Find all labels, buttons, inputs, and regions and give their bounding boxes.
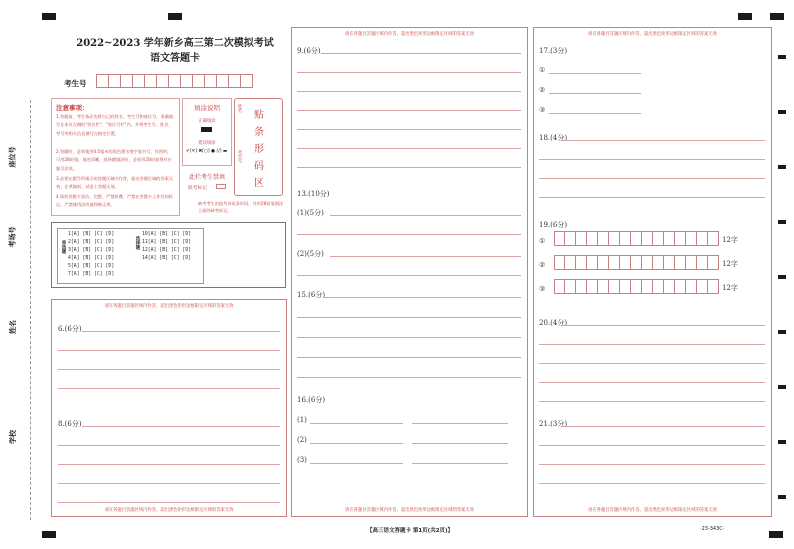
answer-line[interactable]: [297, 317, 521, 318]
exam-number-boxes[interactable]: [96, 74, 253, 88]
answer-line[interactable]: [321, 53, 521, 54]
question-8-label: 8.(6分): [58, 420, 82, 428]
char-count-label: 12字: [722, 236, 738, 244]
answer-line[interactable]: [330, 256, 521, 257]
registration-mark: [778, 110, 786, 114]
paper-code: ·23-343C·: [700, 526, 725, 532]
barcode-char-1: 贴: [254, 110, 264, 121]
absent-mark-label: 缺考标记: [188, 186, 208, 191]
question-18-label: 18.(4分): [539, 134, 568, 142]
registration-mark: [778, 330, 786, 334]
right-group-label: 选择题: [135, 236, 140, 250]
answer-line[interactable]: [297, 167, 521, 168]
question-19-1-label: ①: [539, 237, 546, 245]
answer-line[interactable]: [58, 388, 280, 389]
question-13-label: 13.(10分): [297, 190, 330, 198]
barcode-name-label: 姓名: [237, 104, 242, 113]
question-16-1-label: (1): [297, 416, 307, 424]
registration-mark: [168, 13, 182, 20]
registration-mark: [42, 531, 56, 538]
answer-line[interactable]: [58, 369, 280, 370]
answer-line[interactable]: [310, 463, 403, 464]
registration-mark: [778, 440, 786, 444]
char-grid-19-1[interactable]: [554, 231, 719, 246]
answer-line[interactable]: [330, 215, 521, 216]
question-17-3-label: ③: [539, 106, 546, 114]
registration-mark: [778, 495, 786, 499]
exam-number-label: 考生号: [64, 79, 87, 88]
question-19-2-label: ②: [539, 261, 546, 269]
registration-mark: [778, 165, 786, 169]
registration-mark: [770, 13, 784, 20]
barcode-char-4: 码: [254, 161, 264, 172]
notes-item-2: 2.答题时，必须使用0.5毫米的黑色墨水签字笔书写，作图时，可用2B铅笔，笔迹清晰，选择题填涂时，必须用2B铅笔将对应题号涂黑。: [56, 149, 172, 171]
question-15-label: 15.(6分): [297, 291, 326, 299]
notes-item-1: 1.答题前，考生务必先将自己的姓名、考生号和座位号，准确填写在本页左侧的"姓名栏"、"座位号栏"内，并将考生号、姓名、考号等相关信息填写在指定位置。: [56, 114, 174, 136]
registration-mark: [769, 531, 783, 538]
answer-line[interactable]: [412, 443, 508, 444]
notes-item-3: 3.必须在题号所指示的答题区域内作答，超出答题区域的答案无效；在草稿纸、试卷上答题无效。: [56, 176, 174, 190]
barcode-char-2: 条: [254, 127, 264, 138]
page-footer: 【高三语文答题卡 第1页(共2页)】: [366, 528, 454, 534]
question-16-3-label: (3): [297, 456, 307, 464]
option-row[interactable]: 11[A] [B] [C] [D]: [142, 240, 192, 245]
char-count-label: 12字: [722, 260, 738, 268]
forbidden-zone-label: 此栏考生禁填: [188, 174, 225, 181]
objective-left-options[interactable]: [68, 231, 114, 279]
registration-mark: [778, 275, 786, 279]
panel-header: 请在各题目答题区域内作答，超出黑色矩形边框限定区域的答案无效: [345, 32, 474, 37]
panel-header: 请在各题目答题区域内作答，超出黑色矩形边框限定区域的答案无效: [104, 304, 234, 309]
answer-line[interactable]: [297, 377, 521, 378]
option-row[interactable]: 10[A] [B] [C] [D]: [142, 232, 192, 237]
question-16-label: 16.(6分): [297, 396, 326, 404]
option-row[interactable]: 5[A] [B] [C] [D]: [68, 264, 115, 269]
answer-line[interactable]: [539, 344, 765, 345]
answer-line[interactable]: [539, 197, 765, 198]
sidebar-label-seat: 座位号: [8, 146, 17, 168]
answer-line[interactable]: [58, 350, 280, 351]
answer-line[interactable]: [412, 423, 508, 424]
objective-right-options[interactable]: [142, 231, 191, 263]
answer-line[interactable]: [58, 445, 280, 446]
question-19-3-label: ③: [539, 285, 546, 293]
answer-line[interactable]: [58, 464, 280, 465]
panel-footer: 请在各题目答题区域内作答，超出黑色矩形边框限定区域的答案无效: [345, 508, 474, 513]
wrong-fill-samples: ✔[✕] ✖[○] ● [/] ▬: [186, 149, 228, 154]
char-grid-19-2[interactable]: [554, 255, 719, 270]
question-6-label: 6.(6分): [58, 325, 82, 333]
sidebar-divider: [30, 100, 31, 520]
correct-fill-label: 正确填涂: [198, 119, 216, 124]
answer-line[interactable]: [563, 140, 765, 141]
question-17-1-label: ①: [539, 66, 546, 74]
question-13-2-label: (2)(5分): [297, 250, 324, 258]
option-row[interactable]: 14[A] [B] [C] [D]: [142, 256, 192, 261]
sidebar-label-name: 姓名: [9, 320, 17, 334]
sidebar-label-school: 学校: [9, 430, 17, 444]
page-title: 2022~2023 学年新乡高三第二次模拟考试: [76, 38, 274, 49]
answer-line[interactable]: [58, 483, 280, 484]
question-16-2-label: (2): [297, 436, 307, 444]
answer-panel-right: [533, 27, 772, 517]
answer-line[interactable]: [310, 423, 403, 424]
question-13-1-label: (1)(5分): [297, 209, 324, 217]
barcode-note: 缺考考生由监考员贴条形码，并用2B铅笔填涂上面的缺考标记。: [198, 201, 284, 213]
left-group-label: 单选题: [61, 240, 66, 254]
answer-line[interactable]: [539, 483, 765, 484]
answer-line[interactable]: [324, 297, 521, 298]
option-row[interactable]: 2[A] [B] [C] [D]: [68, 240, 115, 245]
option-row[interactable]: 3[A] [B] [C] [D]: [68, 248, 115, 253]
wrong-fill-label: 错误填涂: [198, 141, 216, 146]
barcode-exam-label: 考生号: [237, 150, 242, 163]
sidebar-label-room: 考场号: [8, 226, 17, 248]
answer-line[interactable]: [297, 337, 521, 338]
answer-line[interactable]: [297, 234, 521, 235]
answer-line[interactable]: [310, 443, 403, 444]
barcode-char-3: 形: [254, 144, 264, 155]
answer-line[interactable]: [539, 382, 765, 383]
panel-footer: 请在各题目答题区域内作答，超出黑色矩形边框限定区域的答案无效: [104, 508, 234, 513]
question-19-label: 19.(6分): [539, 221, 568, 229]
answer-line[interactable]: [549, 113, 641, 114]
answer-line[interactable]: [549, 93, 641, 94]
answer-line[interactable]: [549, 73, 641, 74]
question-17-label: 17.(3分): [539, 47, 568, 55]
answer-line[interactable]: [563, 325, 765, 326]
registration-mark: [738, 13, 752, 20]
answer-line[interactable]: [297, 357, 521, 358]
answer-line[interactable]: [539, 445, 765, 446]
registration-mark: [778, 385, 786, 389]
option-row[interactable]: 1[A] [B] [C] [D]: [68, 232, 115, 237]
answer-line[interactable]: [539, 401, 765, 402]
answer-line[interactable]: [297, 110, 521, 111]
registration-mark: [778, 55, 786, 59]
answer-line[interactable]: [539, 159, 765, 160]
option-row[interactable]: 7[A] [B] [C] [D]: [68, 272, 115, 277]
fill-guide-title: 填涂说明: [194, 104, 220, 112]
option-row[interactable]: 12[A] [B] [C] [D]: [142, 248, 192, 253]
answer-line[interactable]: [539, 464, 765, 465]
answer-line[interactable]: [412, 463, 508, 464]
answer-line[interactable]: [297, 129, 521, 130]
answer-line[interactable]: [539, 363, 765, 364]
question-20-label: 20.(4分): [539, 319, 568, 327]
registration-mark: [778, 220, 786, 224]
barcode-char-5: 区: [254, 178, 264, 189]
question-21-label: 21.(3分): [539, 420, 568, 428]
panel-footer: 请在各题目答题区域内作答，超出黑色矩形边框限定区域的答案无效: [588, 508, 717, 513]
option-row[interactable]: 4[A] [B] [C] [D]: [68, 256, 115, 261]
char-count-label: 12字: [722, 284, 738, 292]
page-subtitle: 语文答题卡: [150, 53, 200, 64]
answer-line[interactable]: [82, 331, 280, 332]
answer-line[interactable]: [297, 91, 521, 92]
answer-line[interactable]: [58, 502, 280, 503]
answer-line[interactable]: [297, 275, 521, 276]
answer-line[interactable]: [563, 426, 765, 427]
answer-line[interactable]: [82, 426, 280, 427]
registration-mark: [42, 13, 56, 20]
absent-mark-box[interactable]: [216, 184, 226, 189]
question-9-label: 9.(6分): [297, 47, 321, 55]
answer-line[interactable]: [297, 72, 521, 73]
question-17-2-label: ②: [539, 86, 546, 94]
panel-header: 请在各题目答题区域内作答，超出黑色矩形边框限定区域的答案无效: [588, 32, 717, 37]
notes-item-4: 4.保持答题卡清洁、完整，严禁折叠，严禁在答题卡上作任何标记，严禁使用涂改液和修正带。: [56, 194, 174, 208]
char-grid-19-3[interactable]: [554, 279, 719, 294]
answer-line[interactable]: [539, 178, 765, 179]
notes-title: 注意事项：: [56, 104, 89, 112]
answer-line[interactable]: [297, 148, 521, 149]
correct-fill-sample-icon: [201, 127, 212, 132]
